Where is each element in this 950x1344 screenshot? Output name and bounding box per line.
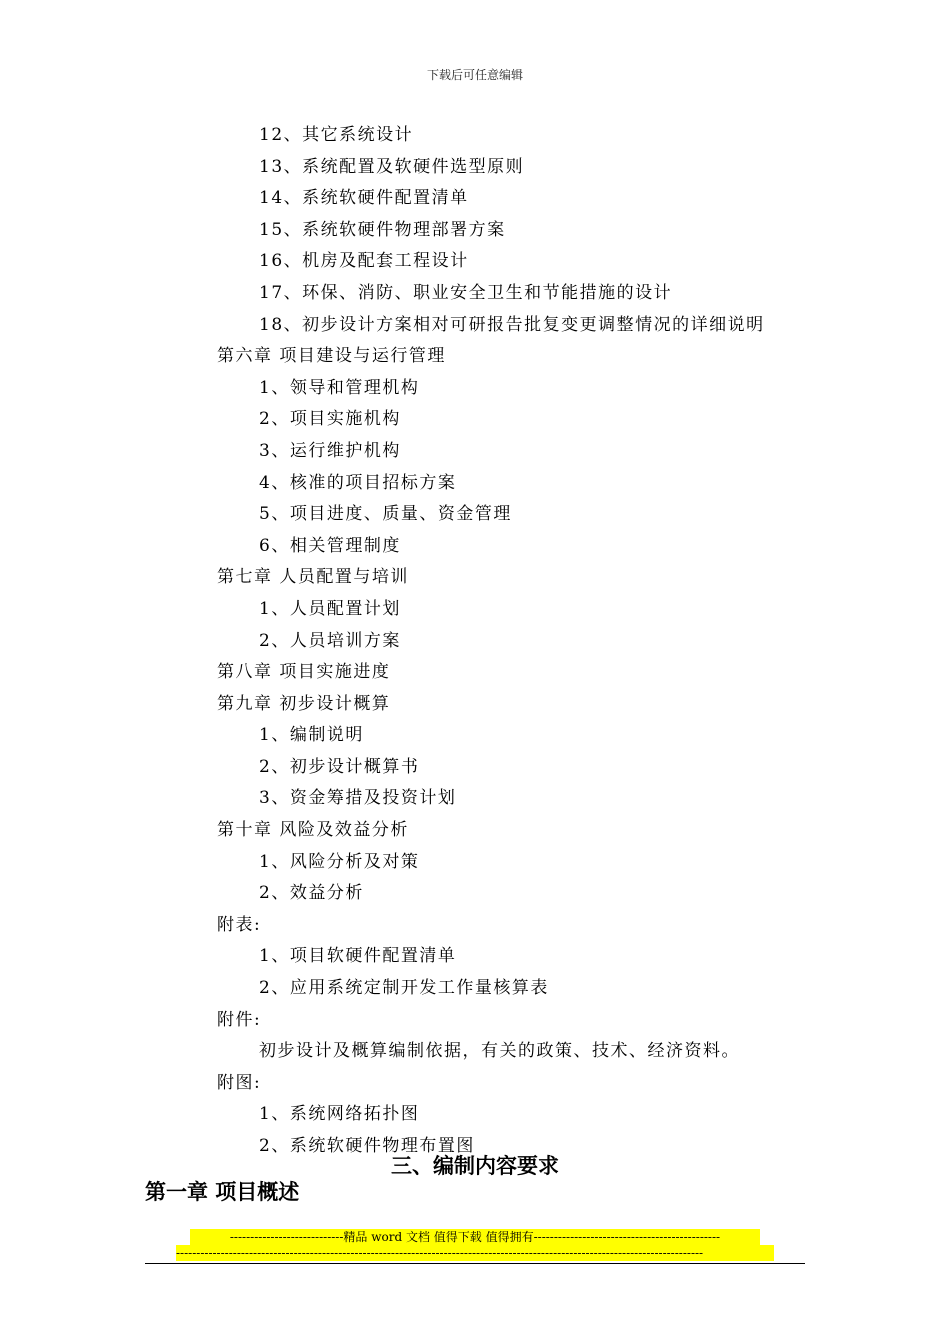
toc-item: 1、系统网络拓扑图 (259, 1104, 420, 1125)
toc-item: 6、相关管理制度 (259, 535, 401, 556)
toc-item: 15、系统软硬件物理部署方案 (259, 219, 506, 240)
toc-heading: 第十章 风险及效益分析 (217, 820, 409, 841)
toc-item: 2、应用系统定制开发工作量核算表 (259, 978, 549, 999)
footer-dash-line: ---------------------------------------------------------------------------------------------------------------------------------- (176, 1245, 774, 1261)
toc-heading: 第六章 项目建设与运行管理 (217, 346, 446, 367)
toc-item: 1、领导和管理机构 (259, 377, 420, 398)
toc-heading: 附件: (217, 1009, 262, 1030)
toc-item: 12、其它系统设计 (259, 125, 414, 145)
toc-item: 5、项目进度、质量、资金管理 (259, 504, 512, 525)
toc-item: 3、运行维护机构 (259, 440, 401, 461)
toc-item: 1、风险分析及对策 (259, 851, 420, 872)
toc-item: 2、效益分析 (259, 883, 364, 904)
toc-item: 初步设计及概算编制依据，有关的政策、技术、经济资料。 (259, 1041, 740, 1062)
toc-item: 17、环保、消防、职业安全卫生和节能措施的设计 (259, 282, 673, 303)
toc-heading: 第七章 人员配置与培训 (217, 567, 409, 588)
toc-item: 1、人员配置计划 (259, 598, 401, 619)
toc-heading: 第八章 项目实施进度 (217, 662, 391, 683)
toc-item: 2、人员培训方案 (259, 630, 401, 651)
chapter-title: 第一章 项目概述 (145, 1180, 300, 1204)
toc-item: 13、系统配置及软硬件选型原则 (259, 156, 525, 177)
toc-heading: 第九章 初步设计概算 (217, 693, 391, 714)
toc-item: 18、初步设计方案相对可研报告批复变更调整情况的详细说明 (259, 314, 765, 335)
page-header: 下载后可任意编辑 (426, 68, 523, 82)
toc-item: 2、项目实施机构 (259, 409, 401, 430)
toc-item: 1、编制说明 (259, 725, 364, 746)
toc-item: 4、核准的项目招标方案 (259, 472, 457, 493)
toc-item: 1、项目软硬件配置清单 (259, 946, 457, 967)
toc-item: 14、系统软硬件配置清单 (259, 188, 469, 209)
toc-heading: 附表: (217, 914, 262, 935)
footer-rule (145, 1263, 805, 1264)
table-of-contents (0, 120, 950, 1163)
toc-item: 2、初步设计概算书 (259, 756, 420, 777)
toc-item: 3、资金筹措及投资计划 (259, 788, 457, 809)
section-title: 三、编制内容要求 (391, 1154, 559, 1178)
toc-item: 16、机房及配套工程设计 (259, 251, 469, 272)
footer-banner: ----------------------------精品 word 文档 值得下载 值得拥有---------------------------------------------- (190, 1229, 760, 1245)
toc-heading: 附图: (217, 1072, 262, 1093)
toc-item: 2、系统软硬件物理布置图 (259, 1136, 475, 1156)
